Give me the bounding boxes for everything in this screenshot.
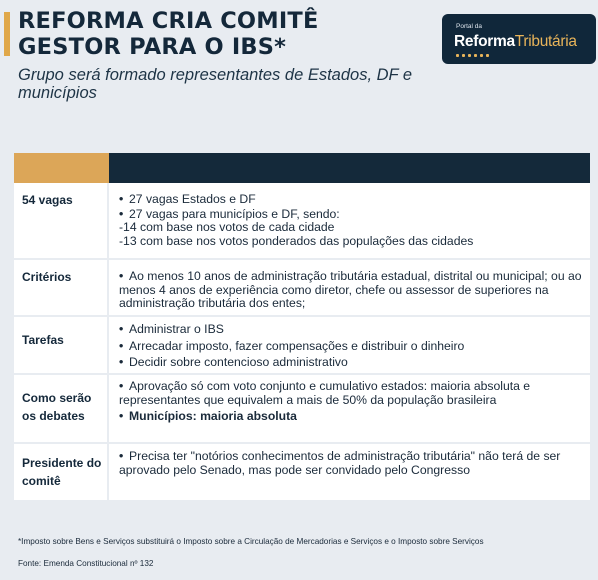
item-text: Ao menos 10 anos de administração tributária estadual, distrital ou municipal; ou ao menos 4 anos de experiência como diretor, chefe ou assessor de superiores na administração tributária dos entes; — [119, 269, 582, 310]
bullet-icon: • — [119, 449, 124, 463]
page-subtitle: Grupo será formado representantes de Estados, DF e municípios — [18, 66, 413, 102]
bullet-icon: • — [119, 409, 124, 423]
item-text: Municípios: maioria absoluta — [129, 409, 297, 423]
list-item — [119, 193, 582, 207]
row-label: Presidente do comitê — [14, 444, 109, 500]
row-content — [109, 444, 590, 500]
bullet-icon: • — [119, 379, 124, 393]
bullet-icon: • — [119, 206, 124, 221]
sub-item: -14 com base nos votos de cada cidade — [119, 220, 335, 234]
logo-wordmark — [454, 33, 577, 51]
table-header-bar — [14, 153, 590, 183]
table-header-gold-cell — [14, 153, 109, 183]
row-content — [109, 183, 590, 258]
source-note: Fonte: Emenda Constitucional nº 132 — [18, 559, 154, 568]
item-text: Precisa ter "notórios conhecimentos de administração tributária" não terá de ser aprovado pelo Senado, mas pode ser convidado pelo Congresso — [119, 449, 561, 477]
bullet-icon: • — [119, 322, 124, 336]
item-text: Decidir sobre contencioso administrativo — [129, 355, 348, 369]
item-text: Administrar o IBS — [129, 322, 224, 336]
bullet-icon: • — [119, 355, 124, 369]
row-label: Como serão os debates — [14, 375, 109, 442]
list-item — [119, 323, 582, 337]
row-content — [109, 317, 590, 373]
table-row — [14, 183, 590, 258]
list-item — [119, 380, 582, 407]
page-title: REFORMA CRIA COMITÊ GESTOR PARA O IBS* — [18, 8, 319, 60]
list-item — [119, 410, 582, 424]
logo-word-tributaria: Tributária — [514, 33, 577, 50]
list-item — [119, 270, 582, 311]
table-row — [14, 442, 590, 500]
title-accent-bar — [4, 12, 10, 56]
table-row — [14, 315, 590, 373]
bullet-icon: • — [119, 269, 124, 283]
bullet-icon: • — [119, 192, 124, 206]
list-item — [119, 450, 582, 477]
row-content — [109, 375, 590, 442]
bullet-icon: • — [119, 338, 124, 353]
logo-word-reforma: Reforma — [454, 33, 515, 50]
row-content — [109, 260, 590, 315]
row-label: Critérios — [14, 260, 109, 315]
sub-item: -13 com base nos votos ponderados das populações das cidades — [119, 233, 474, 248]
info-table — [14, 183, 590, 500]
row-label: Tarefas — [14, 317, 109, 373]
row-label: 54 vagas — [14, 183, 109, 258]
footnote: *Imposto sobre Bens e Serviços substituirá o Imposto sobre a Circulação de Mercadorias e Serviços e o Imposto sobre Serviços — [18, 537, 484, 546]
item-text: 27 vagas Estados e DF — [129, 192, 256, 206]
table-row — [14, 258, 590, 315]
item-text: 27 vagas para municípios e DF, sendo: — [129, 206, 340, 221]
portal-logo[interactable] — [442, 14, 596, 64]
list-item — [119, 208, 582, 222]
table-row — [14, 373, 590, 442]
logo-dots — [456, 54, 489, 57]
list-item — [119, 340, 582, 354]
table-header-navy-cell — [109, 153, 590, 183]
item-text: Arrecadar imposto, fazer compensações e distribuir o dinheiro — [129, 338, 465, 353]
list-item — [119, 356, 582, 370]
logo-small-text: Portal da — [456, 23, 483, 30]
item-text: Aprovação só com voto conjunto e cumulativo estados: maioria absoluta e representantes que equivalem a mais de 50% da população brasileira — [119, 379, 531, 407]
